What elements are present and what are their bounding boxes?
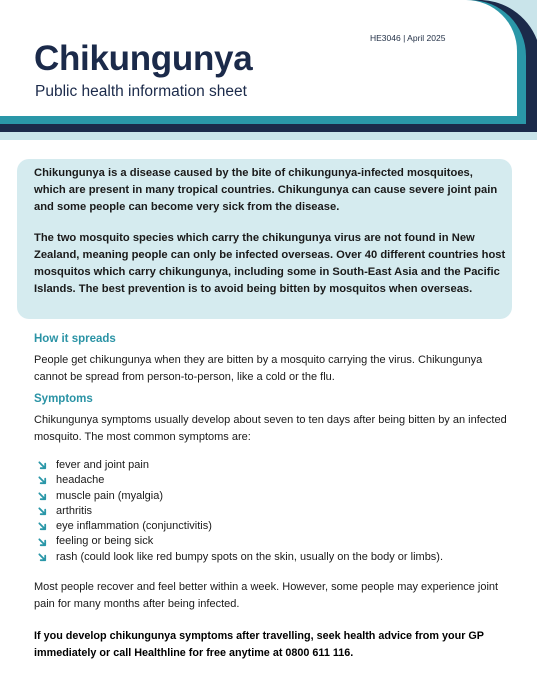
- intro-paragraph-2: The two mosquito species which carry the chikungunya virus are not found in New Zealand, meaning people can only be infected overseas. Over 40 different countries host mosquitos which carry chikungunya, including some in South-East Asia and the Pacific Islands. The best prevention is to avoid being bitten by mosquitos when overseas.: [34, 232, 506, 295]
- symptom-text: muscle pain (myalgia): [56, 489, 163, 502]
- arrow-down-right-icon: [38, 492, 47, 501]
- list-item: [38, 458, 443, 473]
- how-it-spreads-text: People get chikungunya when they are bitten by a mosquito carrying the virus. Chikungunya cannot be spread from person-to-person, like a cold or the flu.: [34, 354, 483, 383]
- arrow-down-right-icon: [38, 553, 47, 562]
- arrow-down-right-icon: [38, 507, 47, 516]
- symptom-text: feeling or being sick: [56, 535, 154, 548]
- symptom-text: rash (could look like red bumpy spots on the skin, usually on the body or limbs).: [56, 550, 444, 563]
- arrow-down-right-icon: [38, 476, 47, 485]
- list-item: [38, 519, 443, 534]
- arrow-down-right-icon: [38, 538, 47, 547]
- list-item: [38, 473, 443, 488]
- page-subtitle: Public health information sheet: [35, 83, 247, 100]
- symptoms-intro: Chikungunya symptoms usually develop about seven to ten days after being bitten by an infected mosquito. The most common symptoms are:: [34, 414, 507, 443]
- list-item: [38, 534, 443, 549]
- page-title: Chikungunya: [34, 39, 253, 78]
- symptom-text: headache: [56, 474, 105, 487]
- document-reference: HE3046 | April 2025: [370, 33, 446, 43]
- arrow-down-right-icon: [38, 522, 47, 531]
- symptom-text: arthritis: [56, 504, 93, 517]
- symptoms-list: [38, 458, 443, 565]
- recovery-text: Most people recover and feel better within a week. However, some people may experience joint pain for many months after being infected.: [34, 581, 499, 610]
- intro-panel: [17, 159, 512, 319]
- list-item: [38, 550, 443, 565]
- symptoms-heading: Symptoms: [34, 393, 93, 405]
- how-it-spreads-heading: How it spreads: [34, 333, 116, 345]
- intro-paragraph-1: Chikungunya is a disease caused by the bite of chikungunya-infected mosquitoes, which are present in many tropical countries. Chikungunya can cause severe joint pain and some people can become very sick from the disease.: [34, 167, 498, 213]
- arrow-down-right-icon: [38, 461, 47, 470]
- list-item: [38, 489, 443, 504]
- list-item: [38, 504, 443, 519]
- symptom-text: fever and joint pain: [56, 459, 149, 471]
- health-advice: If you develop chikungunya symptoms after travelling, seek health advice from your GP immediately or call Healthline for free anytime at 0800 611 116.: [34, 630, 484, 659]
- symptom-text: eye inflammation (conjunctivitis): [56, 520, 212, 533]
